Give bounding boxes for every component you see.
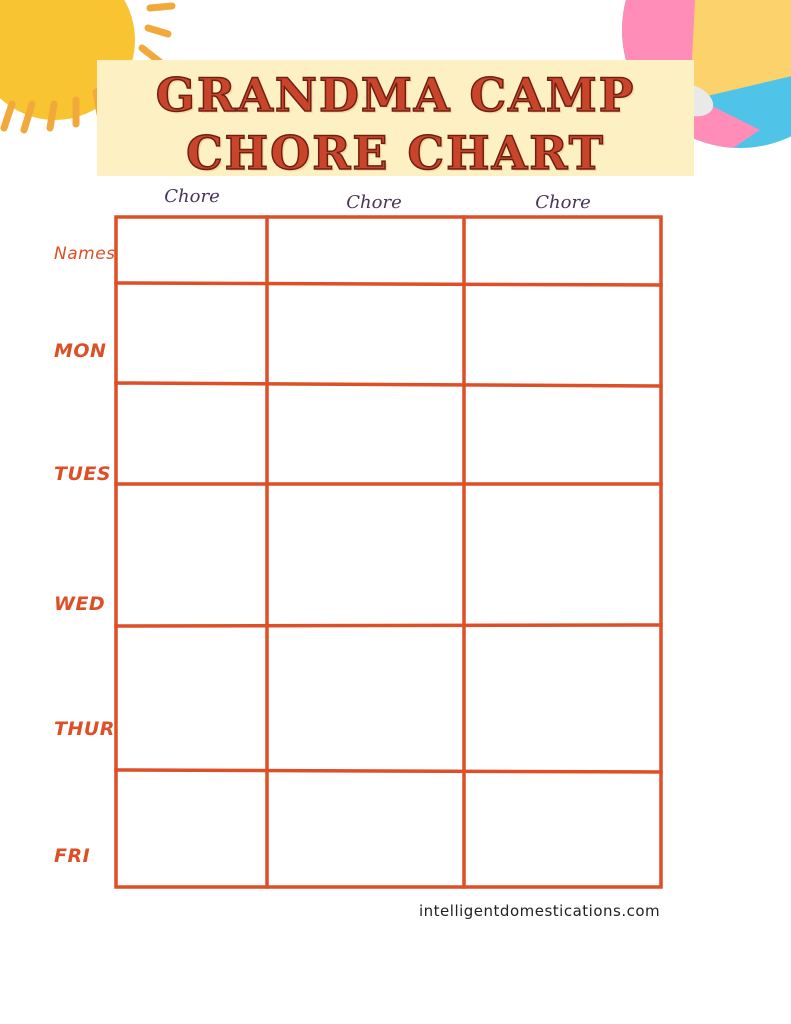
column-header-1: Chore	[164, 186, 220, 207]
footer-url: intelligentdomestications.com	[419, 902, 661, 920]
row-label-tues: TUES	[54, 463, 112, 485]
title-line-1: GRANDMA CAMP	[155, 68, 636, 122]
row-label-mon: MON	[54, 340, 107, 362]
grid-row-line-4	[116, 625, 661, 626]
grid-border	[116, 217, 661, 887]
column-header-2: Chore	[346, 192, 402, 213]
row-label-thur: THUR	[54, 718, 115, 740]
title-line-2: CHORE CHART	[186, 126, 605, 180]
row-label-wed: WED	[54, 593, 106, 615]
grid-row-line-5	[116, 770, 661, 772]
grid-row-line-1	[116, 283, 661, 285]
column-header-3: Chore	[535, 192, 591, 213]
row-label-fri: FRI	[54, 845, 91, 867]
grid-row-line-2	[116, 383, 661, 386]
row-label-names: Names	[54, 244, 116, 264]
